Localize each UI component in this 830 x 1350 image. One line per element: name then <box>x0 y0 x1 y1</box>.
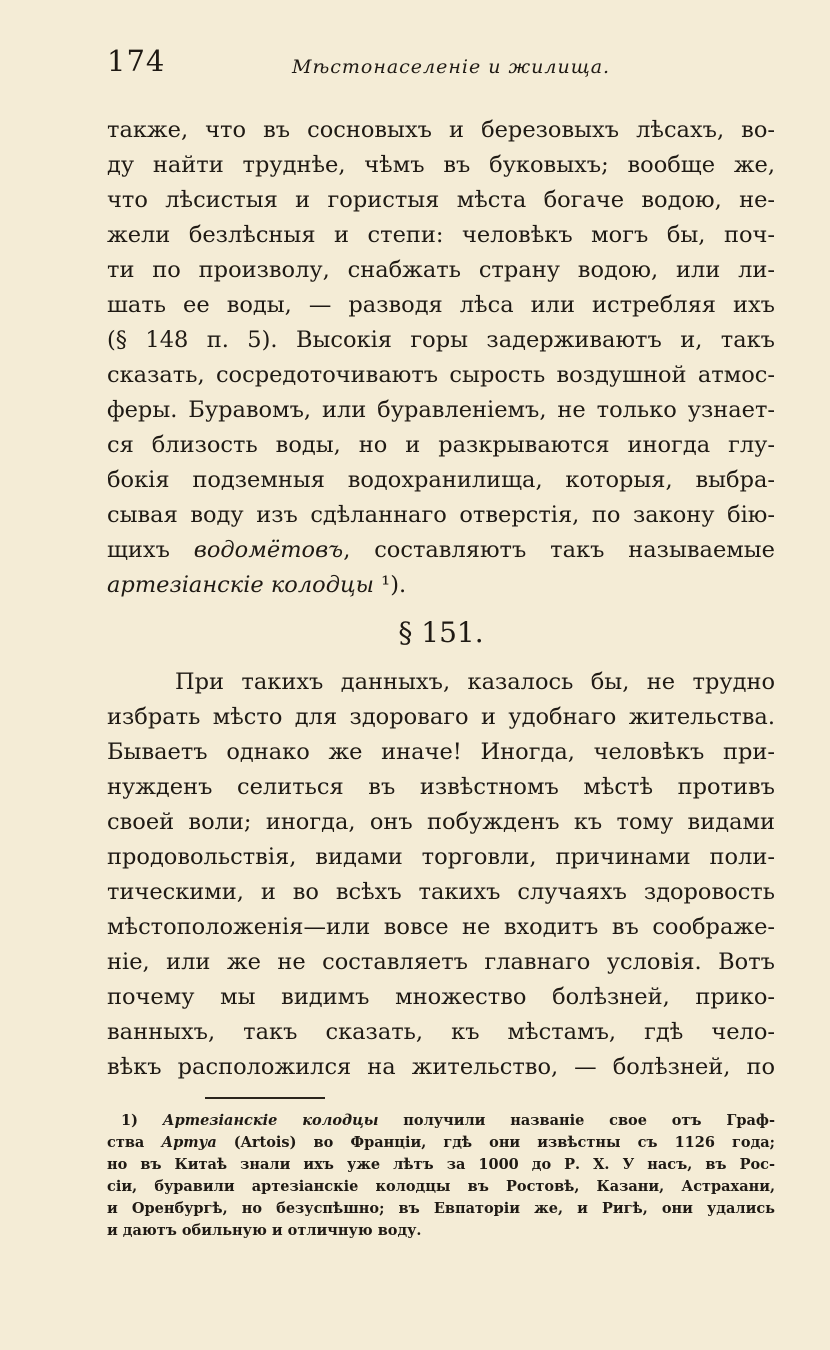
section-heading: § 151. <box>398 616 484 649</box>
text-line: феры. Буравомъ, или буравленіемъ, не только узнает- <box>107 397 775 423</box>
footnote-ref: ¹). <box>374 572 407 598</box>
page-number: 174 <box>107 44 166 78</box>
text-line: Бываетъ однако же иначе! Иногда, человѣкъ при- <box>107 739 775 765</box>
italic-term: Артезіанскіе колодцы <box>162 1112 379 1129</box>
footnote-line <box>107 1132 775 1154</box>
italic-term: Артуа <box>161 1134 217 1151</box>
text-line: сывая воду изъ сдѣланнаго отверстія, по закону бію- <box>107 502 775 528</box>
text-line: также, что въ сосновыхъ и березовыхъ лѣсахъ, во- <box>107 117 775 143</box>
text-segment: , составляютъ такъ называемые <box>343 537 775 563</box>
text-line: продовольствія, видами торговли, причинами поли- <box>107 844 775 870</box>
paragraph-continued <box>107 113 775 603</box>
footnote-line: но въ Китаѣ знали ихъ уже лѣтъ за 1000 до Р. Х. У насъ, въ Рос- <box>107 1156 775 1173</box>
text-line: ніе, или же не составляетъ главнаго условія. Вотъ <box>107 949 775 975</box>
page-header <box>107 44 775 84</box>
text-line: При такихъ данныхъ, казалось бы, не трудно <box>175 669 775 695</box>
text-line: бокія подземныя водохранилища, которыя, выбра- <box>107 467 775 493</box>
text-line: ванныхъ, такъ сказать, къ мѣстамъ, гдѣ чело- <box>107 1019 775 1045</box>
italic-term: водомётовъ <box>193 537 344 563</box>
text-line: почему мы видимъ множество болѣзней, прико- <box>107 984 775 1010</box>
footnote <box>107 1110 775 1242</box>
italic-term: артезіанскіе колодцы <box>107 572 375 598</box>
text-line <box>107 533 775 568</box>
text-line: шать ее воды, — разводя лѣса или истребляя ихъ <box>107 292 775 318</box>
footnote-line: и даютъ обильную и отличную воду. <box>107 1222 422 1239</box>
text-line: ду найти труднѣе, чѣмъ въ буковыхъ; вообще же, <box>107 152 775 178</box>
text-line: жели безлѣсныя и степи: человѣкъ могъ бы, поч- <box>107 222 775 248</box>
footnote-rule <box>205 1097 325 1099</box>
text-line: ся близость воды, но и разкрываются иногда глу- <box>107 432 775 458</box>
text-line: своей воли; иногда, онъ побужденъ къ тому видами <box>107 809 775 835</box>
text-line: (§ 148 п. 5). Высокія горы задерживаютъ и, такъ <box>107 327 775 353</box>
text-segment: ства <box>107 1134 162 1151</box>
footnote-line <box>107 1110 775 1132</box>
footnote-line: сіи, буравили артезіанскіе колодцы въ Ростовѣ, Казани, Астрахани, <box>107 1178 775 1195</box>
footnote-marker: 1) <box>121 1112 138 1129</box>
text-line: сказать, сосредоточиваютъ сырость воздушной атмос- <box>107 362 775 388</box>
text-segment: получили названіе свое отъ Граф- <box>378 1112 775 1129</box>
text-segment: (Artois) во Франціи, гдѣ они извѣстны съ 1126 года; <box>216 1134 775 1151</box>
text-segment: щихъ <box>107 537 194 563</box>
text-line: тическими, и во всѣхъ такихъ случаяхъ здоровость <box>107 879 775 905</box>
text-line: нужденъ селиться въ извѣстномъ мѣстѣ противъ <box>107 774 775 800</box>
text-line: что лѣсистыя и гористыя мѣста богаче водою, не- <box>107 187 775 213</box>
text-line: избрать мѣсто для здороваго и удобнаго жительства. <box>107 704 775 730</box>
text-line: вѣкъ расположился на жительство, — болѣзней, по <box>107 1054 775 1080</box>
footnote-line: и Оренбургѣ, но безуспѣшно; въ Евпаторіи же, и Ригѣ, они удались <box>107 1200 775 1217</box>
text-line: мѣстоположенія—или вовсе не входитъ въ соображе- <box>107 914 775 940</box>
running-head: Мѣстонаселеніе и жилища. <box>292 56 611 78</box>
text-line: ти по произволу, снабжать страну водою, или ли- <box>107 257 775 283</box>
text-line <box>107 568 775 603</box>
paragraph-151 <box>107 665 775 1085</box>
